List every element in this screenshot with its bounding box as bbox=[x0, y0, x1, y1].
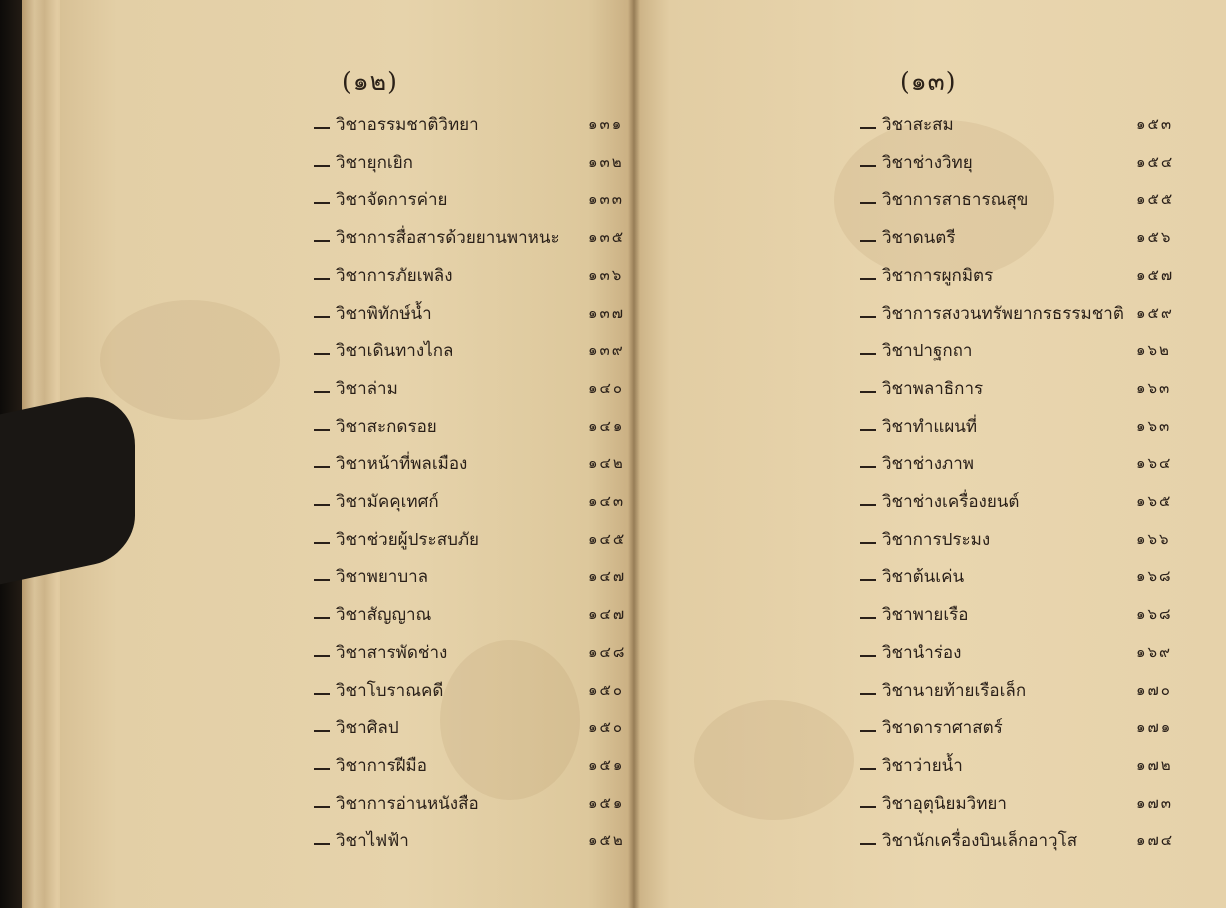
entry-title: วิชาโบราณคดี bbox=[336, 680, 444, 701]
entry-dash bbox=[860, 429, 876, 431]
left-toc-entry bbox=[314, 678, 443, 702]
left-entry-page-number: ๑๓๑ bbox=[588, 115, 624, 133]
entry-title: วิชาล่าม bbox=[336, 378, 398, 399]
left-toc-entry bbox=[314, 640, 447, 664]
right-entry-page-number: ๑๕๖ bbox=[1136, 228, 1173, 246]
entry-title: วิชาช่างวิทยุ bbox=[882, 152, 973, 173]
paper-stain bbox=[100, 300, 280, 420]
entry-dash bbox=[314, 240, 330, 242]
entry-title: วิชาสัญญาณ bbox=[336, 604, 432, 625]
entry-dash bbox=[314, 504, 330, 506]
left-entry-page-number: ๑๔๑ bbox=[588, 417, 625, 435]
right-entry-page-number: ๑๖๙ bbox=[1136, 643, 1173, 661]
entry-title: วิชาช่างภาพ bbox=[882, 453, 974, 474]
entry-title: วิชามัคคุเทศก์ bbox=[336, 491, 439, 512]
right-toc-entry bbox=[860, 338, 972, 362]
right-entry-page-number: ๑๕๙ bbox=[1136, 304, 1174, 322]
left-toc-entry bbox=[314, 112, 479, 136]
left-entry-page-number: ๑๓๒ bbox=[588, 153, 624, 171]
left-entry-page-number: ๑๓๗ bbox=[588, 304, 626, 322]
entry-dash bbox=[860, 768, 876, 770]
entry-dash bbox=[860, 353, 876, 355]
entry-dash bbox=[314, 391, 330, 393]
entry-title: วิชาการผูกมิตร bbox=[882, 265, 994, 286]
entry-dash bbox=[314, 278, 330, 280]
left-toc-entry bbox=[314, 338, 453, 362]
entry-dash bbox=[860, 542, 876, 544]
right-entry-page-number: ๑๕๗ bbox=[1136, 266, 1175, 284]
left-toc-entry bbox=[314, 489, 439, 513]
right-toc-entry bbox=[860, 678, 1026, 702]
entry-title: วิชาช่างเครื่องยนต์ bbox=[882, 491, 1020, 512]
entry-dash bbox=[314, 165, 330, 167]
entry-dash bbox=[314, 768, 330, 770]
entry-title: วิชาอรรมชาติวิทยา bbox=[336, 114, 479, 135]
entry-title: วิชาพายเรือ bbox=[882, 604, 969, 625]
entry-dash bbox=[314, 579, 330, 581]
entry-title: วิชาอุตุนิยมวิทยา bbox=[882, 793, 1007, 814]
entry-dash bbox=[314, 466, 330, 468]
left-toc-entry bbox=[314, 828, 409, 852]
entry-dash bbox=[314, 806, 330, 808]
right-entry-page-number: ๑๖๕ bbox=[1136, 492, 1173, 510]
entry-dash bbox=[860, 202, 876, 204]
left-entry-page-number: ๑๓๕ bbox=[588, 228, 626, 246]
right-entry-page-number: ๑๗๐ bbox=[1136, 681, 1172, 699]
right-entry-page-number: ๑๕๕ bbox=[1136, 190, 1175, 208]
entry-title: วิชาพลาธิการ bbox=[882, 378, 984, 399]
entry-title: วิชาปาฐกถา bbox=[882, 340, 973, 361]
entry-dash bbox=[860, 655, 876, 657]
entry-title: วิชาพยาบาล bbox=[336, 566, 429, 587]
right-entry-page-number: ๑๖๖ bbox=[1136, 530, 1171, 548]
entry-dash bbox=[314, 429, 330, 431]
left-toc-entry bbox=[314, 564, 428, 588]
entry-title: วิชาการอ่านหนังสือ bbox=[336, 793, 479, 814]
right-entry-page-number: ๑๗๔ bbox=[1136, 831, 1175, 849]
left-toc-entry bbox=[314, 602, 431, 626]
entry-title: วิชาสะสม bbox=[882, 114, 954, 135]
left-toc-entry bbox=[314, 527, 479, 551]
right-toc-entry bbox=[860, 225, 955, 249]
right-toc-entry bbox=[860, 828, 1077, 852]
entry-dash bbox=[860, 240, 876, 242]
entry-dash bbox=[860, 843, 876, 845]
right-entry-page-number: ๑๖๓ bbox=[1136, 417, 1172, 435]
right-entry-page-number: ๑๕๔ bbox=[1136, 153, 1175, 171]
entry-title: วิชาต้นเค่น bbox=[882, 566, 965, 587]
left-entry-page-number: ๑๕๐ bbox=[588, 718, 625, 736]
book-gutter bbox=[628, 0, 640, 908]
right-entry-page-number: ๑๗๒ bbox=[1136, 756, 1173, 774]
left-toc-entry bbox=[314, 150, 413, 174]
entry-title: วิชาการภัยเพลิง bbox=[336, 265, 453, 286]
entry-dash bbox=[860, 617, 876, 619]
right-toc-entry bbox=[860, 263, 993, 287]
right-toc-entry bbox=[860, 112, 954, 136]
entry-title: วิชานายท้ายเรือเล็ก bbox=[882, 680, 1027, 701]
left-toc-entry bbox=[314, 187, 447, 211]
right-toc-entry bbox=[860, 715, 1003, 739]
left-toc-entry bbox=[314, 715, 399, 739]
left-toc-entry bbox=[314, 376, 398, 400]
right-toc-entry bbox=[860, 301, 1124, 325]
left-toc-entry bbox=[314, 225, 560, 249]
entry-dash bbox=[314, 316, 330, 318]
entry-title: วิชาไฟฟ้า bbox=[336, 830, 409, 851]
entry-title: วิชาทำแผนที่ bbox=[882, 416, 978, 437]
entry-dash bbox=[860, 316, 876, 318]
entry-title: วิชาการฝีมือ bbox=[336, 755, 427, 776]
entry-dash bbox=[860, 730, 876, 732]
entry-dash bbox=[314, 353, 330, 355]
entry-dash bbox=[860, 391, 876, 393]
left-toc-entry bbox=[314, 753, 427, 777]
entry-title: วิชาศิลป bbox=[336, 717, 399, 738]
entry-dash bbox=[314, 693, 330, 695]
entry-title: วิชาช่วยผู้ประสบภัย bbox=[336, 529, 480, 550]
left-entry-page-number: ๑๔๓ bbox=[588, 492, 626, 510]
left-entry-page-number: ๑๔๐ bbox=[588, 379, 625, 397]
right-toc-entry bbox=[860, 451, 974, 475]
right-entry-page-number: ๑๖๓ bbox=[1136, 379, 1172, 397]
left-entry-page-number: ๑๔๕ bbox=[588, 530, 627, 548]
right-toc-entry bbox=[860, 640, 961, 664]
left-entry-page-number: ๑๓๓ bbox=[588, 190, 625, 208]
left-toc-entry bbox=[314, 263, 453, 287]
entry-title: วิชาสะกดรอย bbox=[336, 416, 437, 437]
entry-title: วิชาเดินทางไกล bbox=[336, 340, 454, 361]
paper-stain bbox=[440, 640, 580, 800]
paper-stain bbox=[694, 700, 854, 820]
left-toc-entry bbox=[314, 414, 437, 438]
entry-title: วิชานำร่อง bbox=[882, 642, 962, 663]
left-toc-entry bbox=[314, 451, 467, 475]
right-toc-entry bbox=[860, 187, 1028, 211]
entry-title: วิชานักเครื่องบินเล็กอาวุโส bbox=[882, 830, 1078, 851]
entry-title: วิชาพิทักษ์น้ำ bbox=[336, 303, 432, 324]
right-toc-entry bbox=[860, 791, 1007, 815]
entry-dash bbox=[314, 617, 330, 619]
bookmark-ribbon bbox=[0, 386, 135, 585]
right-toc-entry bbox=[860, 489, 1019, 513]
entry-title: วิชาการสงวนทรัพยากรธรรมชาติ bbox=[882, 303, 1124, 324]
entry-dash bbox=[860, 466, 876, 468]
right-toc-entry bbox=[860, 564, 964, 588]
right-toc-entry bbox=[860, 376, 983, 400]
left-entry-page-number: ๑๔๗ bbox=[588, 567, 627, 585]
entry-dash bbox=[314, 730, 330, 732]
entry-title: วิชาสารพัดช่าง bbox=[336, 642, 448, 663]
left-entry-page-number: ๑๕๑ bbox=[588, 756, 625, 774]
left-toc-entry bbox=[314, 301, 432, 325]
left-entry-page-number: ๑๕๐ bbox=[588, 681, 625, 699]
entry-dash bbox=[860, 127, 876, 129]
entry-dash bbox=[860, 806, 876, 808]
page-number-left: (๑๒) bbox=[342, 67, 398, 96]
left-entry-page-number: ๑๕๒ bbox=[588, 831, 625, 849]
left-toc-entry bbox=[314, 791, 479, 815]
entry-dash bbox=[860, 165, 876, 167]
right-toc-entry bbox=[860, 527, 990, 551]
left-entry-page-number: ๑๕๑ bbox=[588, 794, 625, 812]
left-entry-page-number: ๑๓๙ bbox=[588, 341, 625, 359]
entry-title: วิชาการสาธารณสุข bbox=[882, 189, 1029, 210]
entry-title: วิชาการประมง bbox=[882, 529, 991, 550]
left-entry-page-number: ๑๔๗ bbox=[588, 605, 627, 623]
right-toc-entry bbox=[860, 753, 963, 777]
entry-title: วิชาดนตรี bbox=[882, 227, 956, 248]
right-entry-page-number: ๑๗๑ bbox=[1136, 718, 1173, 736]
entry-dash bbox=[314, 542, 330, 544]
entry-dash bbox=[314, 843, 330, 845]
right-entry-page-number: ๑๖๘ bbox=[1136, 605, 1173, 623]
right-toc-entry bbox=[860, 602, 969, 626]
entry-title: วิชาดาราศาสตร์ bbox=[882, 717, 1003, 738]
entry-title: วิชาหน้าที่พลเมือง bbox=[336, 453, 468, 474]
entry-title: วิชาจัดการค่าย bbox=[336, 189, 448, 210]
right-entry-page-number: ๑๖๔ bbox=[1136, 454, 1173, 472]
entry-title: วิชาว่ายน้ำ bbox=[882, 755, 963, 776]
right-entry-page-number: ๑๖๘ bbox=[1136, 567, 1173, 585]
entry-dash bbox=[314, 655, 330, 657]
right-toc-entry bbox=[860, 150, 973, 174]
left-entry-page-number: ๑๔๒ bbox=[588, 454, 625, 472]
entry-dash bbox=[860, 693, 876, 695]
entry-title: วิชาการสื่อสารด้วยยานพาหนะ bbox=[336, 227, 560, 248]
right-toc-entry bbox=[860, 414, 977, 438]
page-number-right: (๑๓) bbox=[900, 67, 957, 96]
entry-dash bbox=[314, 127, 330, 129]
right-entry-page-number: ๑๗๓ bbox=[1136, 794, 1174, 812]
entry-dash bbox=[860, 579, 876, 581]
right-entry-page-number: ๑๖๒ bbox=[1136, 341, 1171, 359]
entry-title: วิชายุกเยิก bbox=[336, 152, 413, 173]
left-entry-page-number: ๑๔๘ bbox=[588, 643, 627, 661]
entry-dash bbox=[860, 278, 876, 280]
entry-dash bbox=[860, 504, 876, 506]
right-entry-page-number: ๑๕๓ bbox=[1136, 115, 1174, 133]
entry-dash bbox=[314, 202, 330, 204]
left-entry-page-number: ๑๓๖ bbox=[588, 266, 624, 284]
